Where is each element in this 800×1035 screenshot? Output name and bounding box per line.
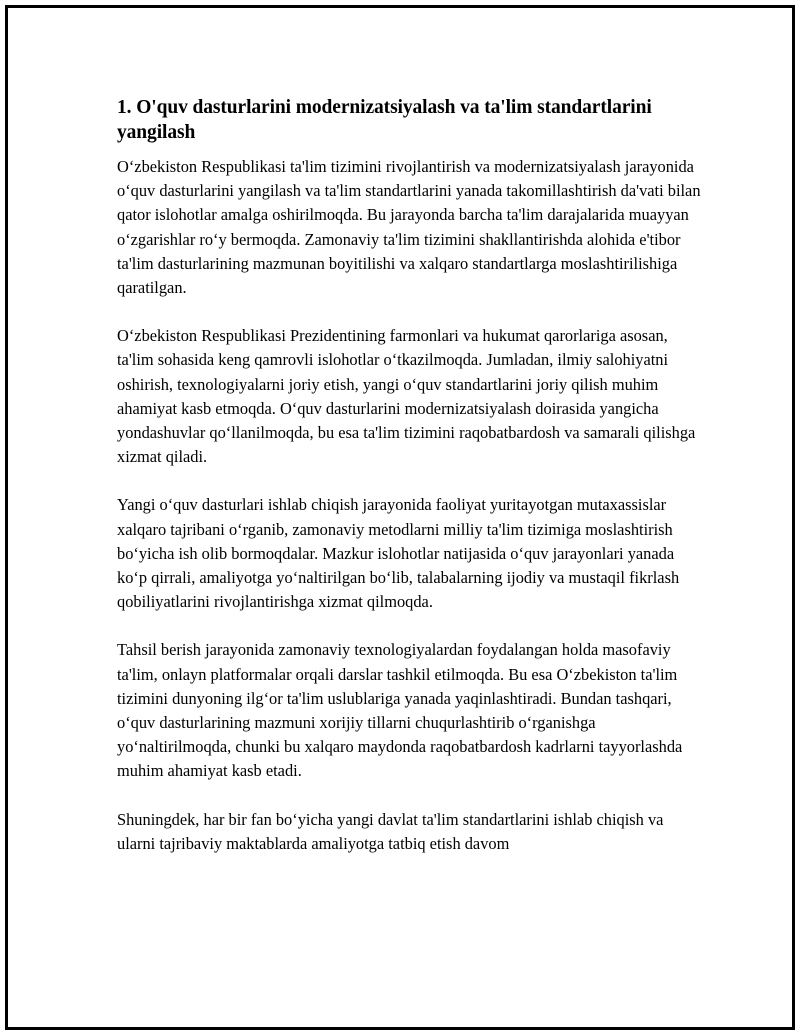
paragraph-4: Tahsil berish jarayonida zamonaviy texnologiyalardan foydalangan holda masofaviy ta'lim, onlayn platformalar orqali darslar tashkil etilmoqda. Bu esa O‘zbekiston ta'lim tizimini dunyoning ilg‘or ta'lim uslublariga yanada yaqinlashtiradi. Bundan tashqari, o‘quv dasturlarining mazmuni xorijiy tillarni chuqurlashtirib o‘rganishga yo‘naltirilmoqda, chunki bu xalqaro maydonda raqobatbardosh kadrlarni tayyorlashda muhim ahamiyat kasb etadi. bbox=[117, 640, 683, 781]
paragraph-1: O‘zbekiston Respublikasi ta'lim tizimini rivojlantirish va modernizatsiyalash jarayonida o‘quv dasturlarini yangilash va ta'lim standartlarini yanada takomillashtirish da'vati bilan qator islohotlar amalga oshirilmoqda. Bu jarayonda barcha ta'lim darajalarida muayyan o‘zgarishlar ro‘y bermoqda. Zamonaviy ta'lim tizimini shakllantirishda alohida e'tibor ta'lim dasturlarining mazmunan boyitilishi va xalqaro standartlarga moslashtirilishiga qaratilgan. bbox=[117, 157, 701, 298]
paragraph-2: O‘zbekiston Respublikasi Prezidentining farmonlari va hukumat qarorlariga asosan, ta'lim sohasida keng qamrovli islohotlar o‘tkazilmoqda. Jumladan, ilmiy salohiyatni oshirish, texnologiyalarni joriy etish, yangi o‘quv standartlarini joriy qilish muhim ahamiyat kasb etmoqda. O‘quv dasturlarini modernizatsiyalash doirasida yangicha yondashuvlar qo‘llanilmoqda, bu esa ta'lim tizimini raqobatbardosh va samarali qilishga xizmat qiladi. bbox=[117, 326, 696, 467]
paragraph-3: Yangi o‘quv dasturlari ishlab chiqish jarayonida faoliyat yuritayotgan mutaxassislar xalqaro tajribani o‘rganib, zamonaviy metodlarni milliy ta'lim tizimiga moslashtirish bo‘yicha ish olib bormoqdalar. Mazkur islohotlar natijasida o‘quv jarayonlari yanada ko‘p qirrali, amaliyotga yo‘naltirilgan bo‘lib, talabalarning ijodiy va mustaqil fikrlash qobiliyatlarini rivojlantirishga xizmat qilmoqda. bbox=[117, 495, 680, 612]
paragraph-5: Shuningdek, har bir fan bo‘yicha yangi davlat ta'lim standartlarini ishlab chiqish va ularni tajribaviy maktablarda amaliyotga tatbiq etish davom bbox=[117, 809, 664, 853]
document-body bbox=[117, 95, 702, 880]
section-heading: 1. O'quv dasturlarini modernizatsiyalash va ta'lim standartlarini yangilash bbox=[117, 97, 652, 143]
